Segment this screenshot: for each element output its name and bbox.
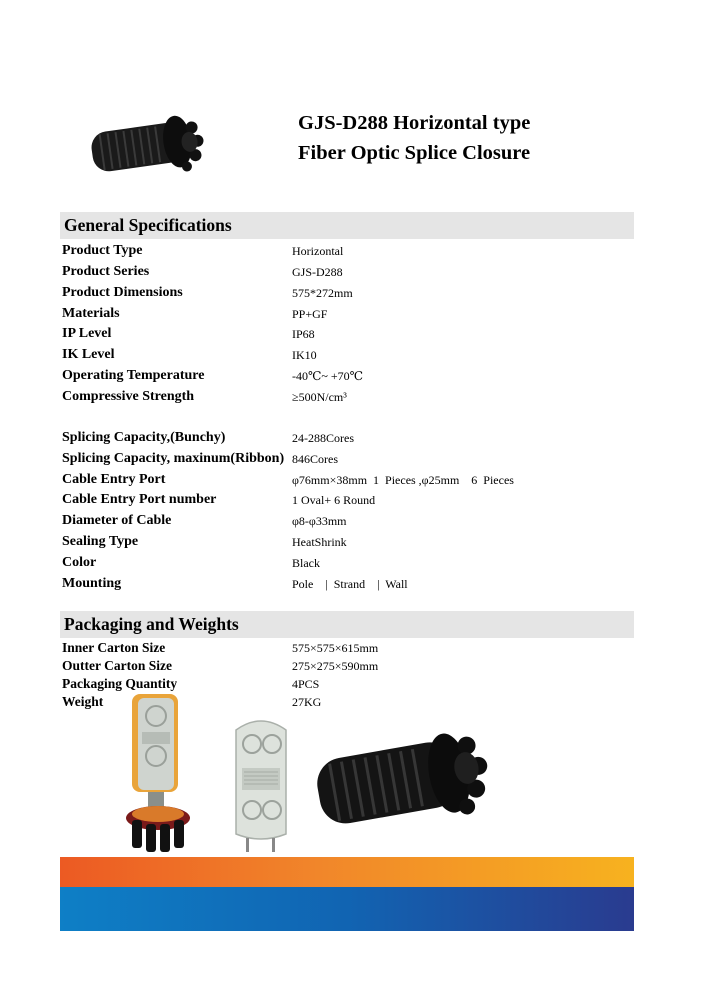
spec-row (62, 492, 642, 512)
spec-label: Product Series (62, 264, 150, 279)
footer-band-orange (60, 857, 634, 887)
spec-label: Color (62, 555, 97, 570)
spec-row (62, 555, 642, 575)
splice-tray-assembly-photo (118, 692, 202, 854)
spec-value: 575*272mm (292, 286, 353, 300)
product-photo-top (86, 108, 216, 188)
spec-row (62, 430, 642, 450)
spec-row (62, 368, 642, 388)
spec-row (62, 326, 642, 346)
spec-label: Splicing Capacity,(Bunchy) (62, 430, 226, 445)
spec-value: HeatShrink (292, 535, 347, 549)
packaging-value: 575×575×615mm (292, 641, 379, 655)
spec-value: GJS-D288 (292, 265, 343, 279)
title-line-1: GJS-D288 Horizontal type (298, 112, 531, 134)
spec-label: Splicing Capacity, maxinum(Ribbon) (62, 451, 285, 466)
spec-label: Cable Entry Port number (62, 492, 217, 507)
spec-value: φ8-φ33mm (292, 514, 347, 528)
splice-tray-photo (228, 712, 294, 854)
spec-value: 1 Oval+ 6 Round (292, 493, 376, 507)
packaging-row (62, 640, 642, 658)
page-title (298, 108, 530, 168)
packaging-label: Inner Carton Size (62, 640, 166, 655)
spec-label: IK Level (62, 347, 115, 362)
spec-row (62, 451, 642, 471)
closure-photo-large (312, 716, 508, 848)
footer-band-blue (60, 887, 634, 931)
spec-value: ≥500N/cm³ (292, 390, 347, 404)
packaging-value: 4PCS (292, 677, 320, 691)
spec-value: -40℃~ +70℃ (292, 369, 364, 383)
packaging-weights-header (60, 611, 634, 638)
spec-value: 846Cores (292, 452, 338, 466)
spec-value: IK10 (292, 348, 317, 362)
spec-row (62, 576, 642, 596)
packaging-label: Outter Carton Size (62, 658, 172, 673)
spec-row (62, 306, 642, 326)
packaging-label: Packaging Quantity (62, 676, 178, 691)
packaging-value: 275×275×590mm (292, 659, 379, 673)
spec-value: 24-288Cores (292, 431, 354, 445)
packaging-value: 27KG (292, 695, 322, 709)
spec-row (62, 472, 642, 492)
spec-row (62, 389, 642, 409)
spec-label: Mounting (62, 576, 122, 591)
spec-label: Materials (62, 306, 120, 321)
spec-value: φ76mm×38mm 1 Pieces ,φ25mm 6 Pieces (292, 473, 514, 487)
packaging-row (62, 658, 642, 676)
spec-value: PP+GF (292, 307, 328, 321)
title-line-2: Fiber Optic Splice Closure (298, 142, 531, 164)
spec-label: Compressive Strength (62, 389, 195, 404)
spec-value: Horizontal (292, 244, 344, 258)
spec-label: Diameter of Cable (62, 513, 172, 528)
spec-value: Black (292, 556, 320, 570)
spec-label: Product Type (62, 243, 143, 258)
spec-row (62, 243, 642, 263)
spec-label: IP Level (62, 326, 112, 341)
spec-row (62, 264, 642, 284)
spec-row (62, 534, 642, 554)
spec-row (62, 347, 642, 367)
general-specifications-header (60, 212, 634, 239)
spec-label: Cable Entry Port (62, 472, 166, 487)
spec-row (62, 285, 642, 305)
section-title: Packaging and Weights (64, 614, 239, 634)
spec-row (62, 513, 642, 533)
spec-label: Operating Temperature (62, 368, 205, 383)
spec-label: Product Dimensions (62, 285, 183, 300)
section-title: General Specifications (64, 215, 232, 235)
spec-value: IP68 (292, 327, 315, 341)
spec-label: Sealing Type (62, 534, 139, 549)
spec-value: Pole | Strand | Wall (292, 577, 408, 591)
packaging-label: Weight (62, 694, 104, 709)
